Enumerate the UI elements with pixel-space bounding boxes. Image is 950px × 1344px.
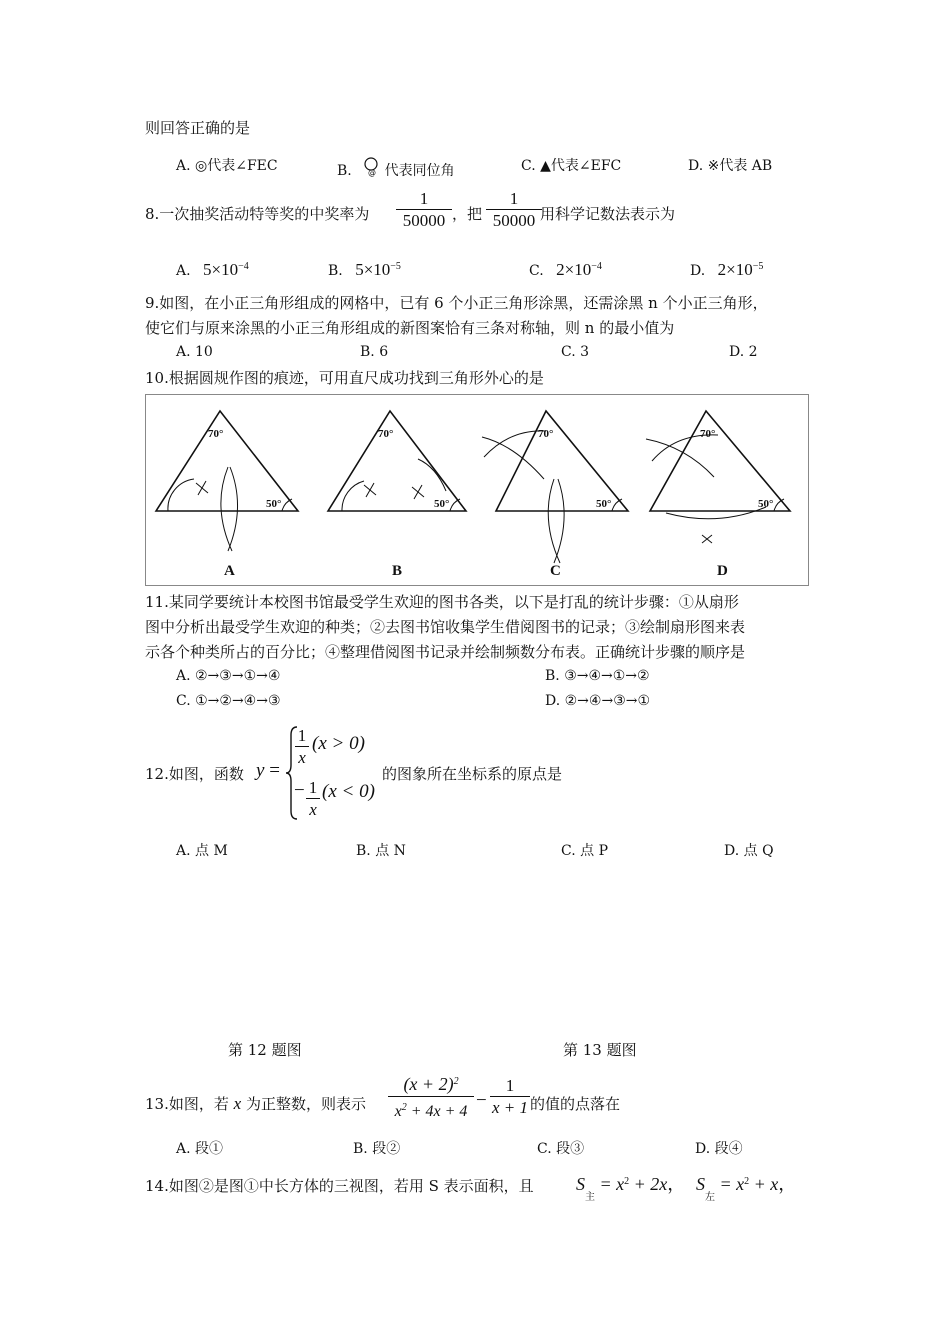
q12-option-d: D. 点 Q: [724, 843, 774, 859]
q8-stem-c: 用科学记数法表示为: [540, 205, 676, 223]
triangle-d: [650, 411, 790, 511]
q13-minus: −: [476, 1090, 487, 1111]
q12-piece2-frac: 1 x: [306, 778, 320, 821]
caption-q12: 第 12 题图: [228, 1041, 302, 1059]
q7-at-icon: [362, 157, 380, 179]
q8-fraction-2-num: 1: [509, 189, 519, 208]
q11-option-a: A. ②→③→①→④: [176, 668, 281, 684]
q11-line-3: 示各个种类所占的百分比；④整理借阅图书记录并绘制频数分布表。正确统计步骤的顺序是: [145, 643, 746, 661]
q7-option-b-label: B.: [337, 163, 352, 179]
q9-option-b: B. 6: [360, 344, 389, 360]
q7-option-b-glyph: @: [368, 168, 377, 177]
q12-piece2-sign: −: [294, 780, 305, 801]
q13-stem-a: 13.如图，若 x 为正整数，则表示: [145, 1094, 366, 1113]
q8-stem-a: 8.一次抽奖活动特等奖的中奖率为: [145, 205, 370, 223]
angle-d-top: 70°: [700, 428, 716, 440]
q10-stem: 10.根据圆规作图的痕迹，可用直尺成功找到三角形外心的是: [145, 369, 544, 387]
q8-fraction-1-num: 1: [419, 189, 429, 208]
triangle-a: [156, 411, 298, 511]
q9-line-2: 使它们与原来涂黑的小正三角形组成的新图案恰有三条对称轴，则 n 的最小值为: [145, 319, 675, 337]
angle-b-top: 70°: [378, 428, 394, 440]
triangle-a-arc: [168, 479, 194, 511]
q11-option-d: D. ②→④→③→①: [545, 693, 651, 709]
q12-piece1-cond: (x > 0): [312, 733, 365, 754]
angle-b-right: 50°: [434, 498, 450, 510]
q13-fraction-2: 1 x + 1: [491, 1076, 529, 1117]
q14-stem: 14.如图②是图①中长方体的三视图，若用 S 表示面积，且: [145, 1177, 534, 1195]
angle-d-right: 50°: [758, 498, 774, 510]
q7-option-a: A. ◎代表∠FEC: [176, 158, 278, 174]
q8-fraction-1-den: 50000: [402, 211, 446, 230]
q12-piece1-frac: 1 x: [295, 726, 309, 769]
q11-line-2: 图中分析出最受学生欢迎的种类；②去图书馆收集学生借阅图书的记录；③绘制扇形图来表: [145, 618, 746, 636]
q8-option-c: C. $2\times 10^{-4}$: [529, 260, 602, 279]
label-b: B: [392, 563, 403, 579]
q13-fraction-1: $(x + 2)^2$ $x^2 + 4x + 4$: [388, 1070, 474, 1123]
q7-option-b: [337, 157, 455, 180]
q8-option-d: D. $2\times 10^{-5}$: [690, 260, 764, 279]
q12-stem-b: 的图象所在坐标系的原点是: [382, 765, 563, 783]
q13-option-c: C. 段③: [537, 1141, 585, 1157]
q12-stem-a: 12.如图，函数: [145, 765, 244, 783]
q12-option-a: A. 点 M: [176, 843, 228, 859]
q8-option-a: A. $5\times 10^{-4}$: [176, 260, 249, 279]
q7-option-d: D. ※代表 AB: [688, 158, 773, 174]
q13-option-d: D. 段④: [695, 1141, 743, 1157]
q7-stem: 则回答正确的是: [145, 119, 251, 137]
q12-y: y =: [256, 760, 280, 781]
angle-c-right: 50°: [596, 498, 612, 510]
q8-fraction-2: [486, 189, 542, 232]
q7-option-b-text: 代表同位角: [384, 163, 455, 179]
q12-option-b: B. 点 N: [356, 843, 406, 859]
q12-piece2-cond: (x < 0): [322, 781, 375, 802]
angle-a-right: 50°: [266, 498, 282, 510]
q8-stem-b: ，把: [452, 205, 483, 223]
q11-line-1: 11.某同学要统计本校图书馆最受学生欢迎的图书各类，以下是打乱的统计步骤：①从扇形: [145, 593, 739, 611]
label-c: C: [550, 563, 561, 579]
q10-figure: [145, 394, 809, 586]
q13-stem-c: 的值的点落在: [530, 1095, 621, 1113]
q11-option-b: B. ③→④→①→②: [545, 668, 650, 684]
q13-option-b: B. 段②: [353, 1141, 401, 1157]
angle-c-top: 70°: [538, 428, 554, 440]
q14-s-main: $S_主 = x^2 + 2x$，: [576, 1174, 686, 1203]
label-d: D: [717, 563, 728, 579]
q9-option-c: C. 3: [561, 344, 590, 360]
q14-s-left: $S_左 = x^2 + x$，: [696, 1174, 797, 1203]
angle-a-top: 70°: [208, 428, 224, 440]
q9-line-1: 9.如图，在小正三角形组成的网格中，已有 6 个小正三角形涂黑，还需涂黑 n 个小正三角形，: [145, 294, 768, 312]
caption-q13: 第 13 题图: [563, 1041, 637, 1059]
q8-fraction-2-den: 50000: [492, 211, 536, 230]
q8-fraction-1: [396, 189, 452, 232]
q7-option-c: C. ▲代表∠EFC: [521, 158, 622, 174]
q9-option-d: D. 2: [729, 344, 758, 360]
q11-option-c: C. ①→②→④→③: [176, 693, 281, 709]
q13-option-a: A. 段①: [176, 1141, 224, 1157]
q12-option-c: C. 点 P: [561, 843, 608, 859]
q10-triangles-svg: [146, 395, 808, 585]
q9-option-a: A. 10: [176, 344, 213, 360]
q8-option-b: B. $5\times 10^{-5}$: [328, 260, 401, 279]
triangle-b: [328, 411, 466, 511]
label-a: A: [224, 563, 235, 579]
